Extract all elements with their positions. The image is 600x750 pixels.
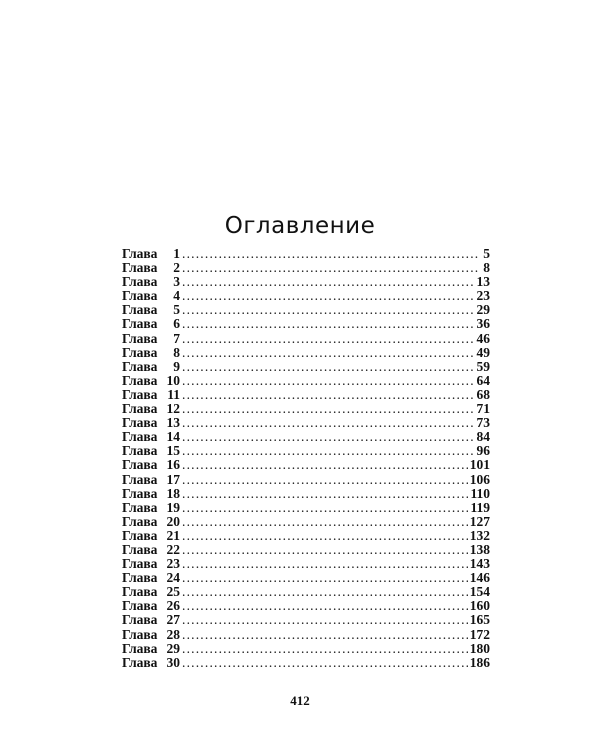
toc-page-number: 64 bbox=[476, 373, 490, 388]
toc-entry bbox=[122, 303, 490, 317]
toc-page-number: 13 bbox=[476, 275, 490, 290]
toc-dot-leader bbox=[182, 656, 468, 670]
toc-chapter-number: 5 bbox=[173, 303, 180, 318]
toc-entry bbox=[122, 261, 490, 275]
toc-entry bbox=[122, 599, 490, 613]
toc-page-number: 110 bbox=[470, 486, 490, 501]
toc-page-number: 146 bbox=[469, 571, 490, 586]
toc-entry bbox=[122, 346, 490, 360]
toc-chapter-number: 6 bbox=[173, 317, 180, 332]
toc-chapter-word: Глава bbox=[122, 514, 158, 529]
toc-chapter-word: Глава bbox=[122, 486, 158, 501]
toc-dot-leader bbox=[182, 642, 468, 656]
toc-chapter-word: Глава bbox=[122, 289, 158, 304]
toc-dot-leader bbox=[182, 374, 475, 388]
toc-dot-leader bbox=[182, 275, 475, 289]
toc-chapter-number: 24 bbox=[166, 571, 180, 586]
toc-chapter-word: Глава bbox=[122, 585, 158, 600]
toc-entry bbox=[122, 515, 490, 529]
toc-chapter-word: Глава bbox=[122, 458, 158, 473]
toc-chapter-number: 22 bbox=[166, 542, 180, 557]
toc-chapter-word: Глава bbox=[122, 542, 158, 557]
toc-page-number: 73 bbox=[476, 416, 490, 431]
toc-chapter-word: Глава bbox=[122, 345, 158, 360]
toc-chapter-word: Глава bbox=[122, 303, 158, 318]
toc-page-number: 68 bbox=[476, 387, 490, 402]
toc-chapter-number: 23 bbox=[166, 557, 180, 572]
toc-entry bbox=[122, 557, 490, 571]
toc-chapter-number: 15 bbox=[166, 444, 180, 459]
toc-page-number: 96 bbox=[476, 444, 490, 459]
toc-entry bbox=[122, 444, 490, 458]
toc-dot-leader bbox=[182, 571, 468, 585]
toc-page-number: 119 bbox=[470, 500, 490, 515]
toc-page-number: 101 bbox=[469, 458, 490, 473]
toc-chapter-number: 30 bbox=[166, 655, 180, 670]
toc-entry bbox=[122, 473, 490, 487]
toc-dot-leader bbox=[182, 332, 475, 346]
toc-chapter-word: Глава bbox=[122, 528, 158, 543]
toc-entry bbox=[122, 585, 490, 599]
toc-chapter-number: 8 bbox=[173, 345, 180, 360]
toc-entry bbox=[122, 416, 490, 430]
toc-chapter-number: 20 bbox=[166, 514, 180, 529]
toc-chapter-word: Глава bbox=[122, 599, 158, 614]
toc-chapter-word: Глава bbox=[122, 613, 158, 628]
toc-chapter-number: 26 bbox=[166, 599, 180, 614]
toc-dot-leader bbox=[182, 487, 468, 501]
toc-entry bbox=[122, 374, 490, 388]
toc-dot-leader bbox=[182, 628, 468, 642]
toc-chapter-word: Глава bbox=[122, 627, 158, 642]
toc-dot-leader bbox=[182, 247, 478, 261]
toc-dot-leader bbox=[182, 585, 468, 599]
toc-dot-leader bbox=[182, 303, 475, 317]
toc-page-number: 46 bbox=[476, 331, 490, 346]
toc-entry bbox=[122, 571, 490, 585]
toc-dot-leader bbox=[182, 289, 475, 303]
toc-entry bbox=[122, 388, 490, 402]
toc-chapter-word: Глава bbox=[122, 430, 158, 445]
toc-chapter-word: Глава bbox=[122, 444, 158, 459]
toc-page-number: 59 bbox=[476, 359, 490, 374]
table-of-contents bbox=[122, 247, 490, 670]
toc-page-number: 143 bbox=[469, 557, 490, 572]
toc-chapter-number: 11 bbox=[167, 387, 180, 402]
toc-chapter-word: Глава bbox=[122, 275, 158, 290]
toc-dot-leader bbox=[182, 261, 478, 275]
page-number: 412 bbox=[290, 693, 310, 708]
toc-chapter-number: 28 bbox=[166, 627, 180, 642]
toc-chapter-word: Глава bbox=[122, 402, 158, 417]
toc-page-number: 71 bbox=[476, 402, 490, 417]
toc-entry bbox=[122, 487, 490, 501]
toc-dot-leader bbox=[182, 543, 468, 557]
toc-chapter-word: Глава bbox=[122, 331, 158, 346]
toc-page-number: 29 bbox=[476, 303, 490, 318]
toc-entry bbox=[122, 543, 490, 557]
toc-dot-leader bbox=[182, 346, 475, 360]
toc-page-number: 5 bbox=[483, 247, 490, 261]
toc-page-number: 160 bbox=[469, 599, 490, 614]
toc-entry bbox=[122, 360, 490, 374]
toc-chapter-word: Глава bbox=[122, 571, 158, 586]
toc-entry bbox=[122, 332, 490, 346]
toc-entry bbox=[122, 317, 490, 331]
toc-chapter-word: Глава bbox=[122, 416, 158, 431]
toc-chapter-number: 25 bbox=[166, 585, 180, 600]
toc-entry bbox=[122, 613, 490, 627]
toc-chapter-number: 1 bbox=[173, 247, 180, 261]
toc-chapter-number: 3 bbox=[173, 275, 180, 290]
toc-entry bbox=[122, 529, 490, 543]
toc-page-number: 36 bbox=[476, 317, 490, 332]
toc-chapter-word: Глава bbox=[122, 557, 158, 572]
toc-page-number: 23 bbox=[476, 289, 490, 304]
toc-page-number: 132 bbox=[469, 528, 490, 543]
toc-chapter-number: 7 bbox=[173, 331, 180, 346]
toc-page-number: 84 bbox=[476, 430, 490, 445]
toc-chapter-number: 21 bbox=[166, 528, 180, 543]
toc-dot-leader bbox=[182, 501, 468, 515]
toc-dot-leader bbox=[182, 473, 468, 487]
toc-chapter-number: 17 bbox=[166, 472, 180, 487]
toc-chapter-number: 12 bbox=[166, 402, 180, 417]
toc-page-number: 165 bbox=[469, 613, 490, 628]
toc-entry bbox=[122, 289, 490, 303]
toc-dot-leader bbox=[182, 444, 475, 458]
toc-entry bbox=[122, 628, 490, 642]
toc-dot-leader bbox=[182, 360, 475, 374]
toc-page-number: 180 bbox=[469, 641, 490, 656]
toc-chapter-word: Глава bbox=[122, 387, 158, 402]
toc-page-number: 106 bbox=[469, 472, 490, 487]
toc-entry bbox=[122, 247, 490, 261]
toc-page-number: 172 bbox=[469, 627, 490, 642]
toc-chapter-word: Глава bbox=[122, 359, 158, 374]
toc-dot-leader bbox=[182, 388, 475, 402]
toc-dot-leader bbox=[182, 529, 468, 543]
toc-dot-leader bbox=[182, 515, 468, 529]
toc-chapter-word: Глава bbox=[122, 655, 158, 670]
toc-entry bbox=[122, 275, 490, 289]
toc-chapter-number: 19 bbox=[166, 500, 180, 515]
toc-chapter-word: Глава bbox=[122, 500, 158, 515]
toc-entry bbox=[122, 501, 490, 515]
toc-chapter-number: 14 bbox=[166, 430, 180, 445]
toc-chapter-word: Глава bbox=[122, 641, 158, 656]
toc-entry bbox=[122, 656, 490, 670]
toc-chapter-number: 29 bbox=[166, 641, 180, 656]
toc-dot-leader bbox=[182, 613, 468, 627]
toc-dot-leader bbox=[182, 402, 475, 416]
toc-dot-leader bbox=[182, 430, 475, 444]
toc-entry bbox=[122, 642, 490, 656]
toc-dot-leader bbox=[182, 416, 475, 430]
toc-entry bbox=[122, 402, 490, 416]
toc-chapter-number: 16 bbox=[166, 458, 180, 473]
toc-chapter-word: Глава bbox=[122, 373, 158, 388]
toc-dot-leader bbox=[182, 557, 468, 571]
toc-chapter-word: Глава bbox=[122, 317, 158, 332]
toc-chapter-number: 27 bbox=[166, 613, 180, 628]
toc-chapter-word: Глава bbox=[122, 472, 158, 487]
page-title: Оглавление bbox=[224, 213, 376, 240]
toc-page-number: 186 bbox=[469, 655, 490, 670]
toc-page-number: 8 bbox=[483, 261, 490, 276]
toc-chapter-word: Глава bbox=[122, 247, 158, 261]
toc-chapter-number: 18 bbox=[166, 486, 180, 501]
toc-chapter-number: 2 bbox=[173, 261, 180, 276]
toc-chapter-word: Глава bbox=[122, 261, 158, 276]
toc-page-number: 138 bbox=[469, 542, 490, 557]
toc-page-number: 154 bbox=[469, 585, 490, 600]
toc-chapter-number: 4 bbox=[173, 289, 180, 304]
toc-page-number: 49 bbox=[476, 345, 490, 360]
toc-chapter-number: 9 bbox=[173, 359, 180, 374]
toc-page-number: 127 bbox=[469, 514, 490, 529]
toc-chapter-number: 13 bbox=[166, 416, 180, 431]
toc-entry bbox=[122, 430, 490, 444]
toc-entry bbox=[122, 458, 490, 472]
toc-chapter-number: 10 bbox=[166, 373, 180, 388]
toc-dot-leader bbox=[182, 317, 475, 331]
toc-dot-leader bbox=[182, 599, 468, 613]
toc-dot-leader bbox=[182, 458, 468, 472]
